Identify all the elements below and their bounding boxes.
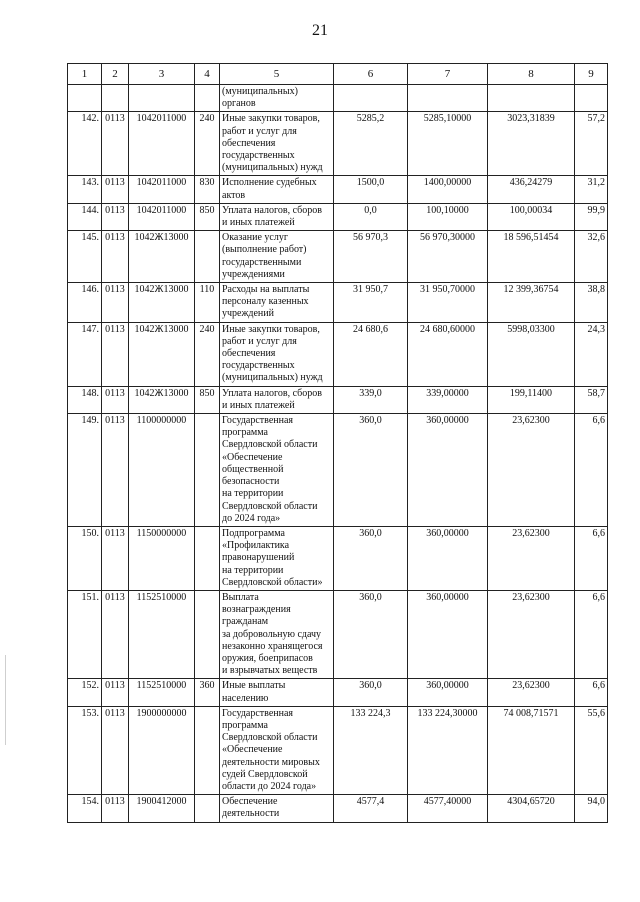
executed-amount: 5998,03300 xyxy=(488,322,575,386)
budget-allocation: 31 950,70000 xyxy=(408,283,488,323)
approved-amount: 360,0 xyxy=(334,679,408,706)
section-code: 0113 xyxy=(102,231,129,283)
item-name: Государственная программа Свердловской области «Обеспечение деятельности мировых судей Свердловской области до 2024 года» xyxy=(220,706,334,794)
item-name: Уплата налогов, сборов и иных платежей xyxy=(220,386,334,413)
expense-type-code xyxy=(195,231,220,283)
row-number xyxy=(68,85,102,112)
table-row xyxy=(68,176,608,203)
table-row xyxy=(68,322,608,386)
execution-percent: 31,2 xyxy=(575,176,608,203)
budget-table xyxy=(67,63,608,823)
header-col-9: 9 xyxy=(575,64,608,85)
section-code: 0113 xyxy=(102,706,129,794)
table-row xyxy=(68,414,608,527)
table-row xyxy=(68,85,608,112)
executed-amount: 100,00034 xyxy=(488,203,575,230)
approved-amount: 24 680,6 xyxy=(334,322,408,386)
executed-amount: 23,62300 xyxy=(488,679,575,706)
target-article-code: 1100000000 xyxy=(129,414,195,527)
executed-amount: 3023,31839 xyxy=(488,112,575,176)
executed-amount: 74 008,71571 xyxy=(488,706,575,794)
item-name: Выплата вознаграждения гражданам за добровольную сдачу незаконно хранящегося оружия, боеприпасов и взрывчатых веществ xyxy=(220,590,334,678)
row-number: 150. xyxy=(68,526,102,590)
budget-allocation: 133 224,30000 xyxy=(408,706,488,794)
execution-percent: 6,6 xyxy=(575,679,608,706)
item-name: Обеспечение деятельности xyxy=(220,795,334,822)
expense-type-code: 110 xyxy=(195,283,220,323)
section-code: 0113 xyxy=(102,386,129,413)
item-name: Оказание услуг (выполнение работ) государственными учреждениями xyxy=(220,231,334,283)
target-article-code: 1042011000 xyxy=(129,203,195,230)
target-article-code xyxy=(129,85,195,112)
row-number: 144. xyxy=(68,203,102,230)
header-col-4: 4 xyxy=(195,64,220,85)
expense-type-code: 850 xyxy=(195,203,220,230)
section-code: 0113 xyxy=(102,795,129,822)
page-number: 21 xyxy=(312,22,328,39)
executed-amount: 18 596,51454 xyxy=(488,231,575,283)
header-col-7: 7 xyxy=(408,64,488,85)
expense-type-code xyxy=(195,85,220,112)
execution-percent xyxy=(575,85,608,112)
execution-percent: 32,6 xyxy=(575,231,608,283)
table-row xyxy=(68,283,608,323)
execution-percent: 99,9 xyxy=(575,203,608,230)
row-number: 151. xyxy=(68,590,102,678)
executed-amount: 4304,65720 xyxy=(488,795,575,822)
row-number: 148. xyxy=(68,386,102,413)
section-code: 0113 xyxy=(102,283,129,323)
approved-amount: 339,0 xyxy=(334,386,408,413)
table-row xyxy=(68,706,608,794)
budget-allocation: 360,00000 xyxy=(408,414,488,527)
approved-amount: 360,0 xyxy=(334,590,408,678)
budget-allocation: 4577,40000 xyxy=(408,795,488,822)
execution-percent: 24,3 xyxy=(575,322,608,386)
budget-allocation xyxy=(408,85,488,112)
target-article-code: 1152510000 xyxy=(129,590,195,678)
approved-amount: 5285,2 xyxy=(334,112,408,176)
item-name: Исполнение судебных актов xyxy=(220,176,334,203)
section-code: 0113 xyxy=(102,203,129,230)
execution-percent: 57,2 xyxy=(575,112,608,176)
executed-amount: 199,11400 xyxy=(488,386,575,413)
target-article-code: 1042Ж13000 xyxy=(129,386,195,413)
expense-type-code xyxy=(195,706,220,794)
approved-amount: 360,0 xyxy=(334,414,408,527)
approved-amount xyxy=(334,85,408,112)
executed-amount: 23,62300 xyxy=(488,526,575,590)
row-number: 154. xyxy=(68,795,102,822)
expense-type-code: 360 xyxy=(195,679,220,706)
row-number: 149. xyxy=(68,414,102,527)
approved-amount: 0,0 xyxy=(334,203,408,230)
budget-allocation: 360,00000 xyxy=(408,526,488,590)
row-number: 146. xyxy=(68,283,102,323)
budget-allocation: 339,00000 xyxy=(408,386,488,413)
section-code: 0113 xyxy=(102,176,129,203)
row-number: 145. xyxy=(68,231,102,283)
scan-margin-line xyxy=(5,655,6,745)
target-article-code: 1042011000 xyxy=(129,112,195,176)
item-name: Иные выплаты населению xyxy=(220,679,334,706)
item-name: Расходы на выплаты персоналу казенных учреждений xyxy=(220,283,334,323)
budget-allocation: 24 680,60000 xyxy=(408,322,488,386)
target-article-code: 1042Ж13000 xyxy=(129,322,195,386)
target-article-code: 1042011000 xyxy=(129,176,195,203)
header-col-1: 1 xyxy=(68,64,102,85)
executed-amount xyxy=(488,85,575,112)
row-number: 143. xyxy=(68,176,102,203)
budget-allocation: 56 970,30000 xyxy=(408,231,488,283)
approved-amount: 1500,0 xyxy=(334,176,408,203)
section-code: 0113 xyxy=(102,112,129,176)
execution-percent: 6,6 xyxy=(575,590,608,678)
expense-type-code xyxy=(195,795,220,822)
section-code: 0113 xyxy=(102,414,129,527)
header-col-6: 6 xyxy=(334,64,408,85)
header-col-3: 3 xyxy=(129,64,195,85)
item-name: Государственная программа Свердловской области «Обеспечение общественной безопасности на территории Свердловской области до 2024 года» xyxy=(220,414,334,527)
expense-type-code: 240 xyxy=(195,322,220,386)
target-article-code: 1150000000 xyxy=(129,526,195,590)
table-row xyxy=(68,203,608,230)
section-code: 0113 xyxy=(102,590,129,678)
execution-percent: 58,7 xyxy=(575,386,608,413)
execution-percent: 38,8 xyxy=(575,283,608,323)
budget-allocation: 360,00000 xyxy=(408,679,488,706)
item-name: Подпрограмма «Профилактика правонарушений на территории Свердловской области» xyxy=(220,526,334,590)
expense-type-code xyxy=(195,526,220,590)
row-number: 142. xyxy=(68,112,102,176)
table-row xyxy=(68,590,608,678)
target-article-code: 1042Ж13000 xyxy=(129,283,195,323)
header-col-5: 5 xyxy=(220,64,334,85)
item-name: Иные закупки товаров, работ и услуг для обеспечения государственных (муниципальных) нужд xyxy=(220,322,334,386)
executed-amount: 436,24279 xyxy=(488,176,575,203)
row-number: 147. xyxy=(68,322,102,386)
section-code: 0113 xyxy=(102,322,129,386)
execution-percent: 6,6 xyxy=(575,414,608,527)
row-number: 153. xyxy=(68,706,102,794)
approved-amount: 133 224,3 xyxy=(334,706,408,794)
section-code xyxy=(102,85,129,112)
target-article-code: 1900000000 xyxy=(129,706,195,794)
item-name: (муниципальных) органов xyxy=(220,85,334,112)
table-row xyxy=(68,526,608,590)
target-article-code: 1900412000 xyxy=(129,795,195,822)
item-name: Иные закупки товаров, работ и услуг для обеспечения государственных (муниципальных) нужд xyxy=(220,112,334,176)
budget-allocation: 360,00000 xyxy=(408,590,488,678)
execution-percent: 94,0 xyxy=(575,795,608,822)
table-row xyxy=(68,386,608,413)
expense-type-code: 830 xyxy=(195,176,220,203)
header-col-8: 8 xyxy=(488,64,575,85)
expense-type-code: 850 xyxy=(195,386,220,413)
item-name: Уплата налогов, сборов и иных платежей xyxy=(220,203,334,230)
expense-type-code xyxy=(195,414,220,527)
row-number: 152. xyxy=(68,679,102,706)
execution-percent: 55,6 xyxy=(575,706,608,794)
approved-amount: 56 970,3 xyxy=(334,231,408,283)
budget-allocation: 5285,10000 xyxy=(408,112,488,176)
expense-type-code xyxy=(195,590,220,678)
budget-allocation: 100,10000 xyxy=(408,203,488,230)
section-code: 0113 xyxy=(102,526,129,590)
header-col-2: 2 xyxy=(102,64,129,85)
table-row xyxy=(68,231,608,283)
target-article-code: 1042Ж13000 xyxy=(129,231,195,283)
table-row xyxy=(68,112,608,176)
table-row xyxy=(68,795,608,822)
executed-amount: 12 399,36754 xyxy=(488,283,575,323)
approved-amount: 4577,4 xyxy=(334,795,408,822)
expense-type-code: 240 xyxy=(195,112,220,176)
approved-amount: 31 950,7 xyxy=(334,283,408,323)
executed-amount: 23,62300 xyxy=(488,414,575,527)
table-body xyxy=(68,85,608,823)
section-code: 0113 xyxy=(102,679,129,706)
budget-allocation: 1400,00000 xyxy=(408,176,488,203)
executed-amount: 23,62300 xyxy=(488,590,575,678)
table-row xyxy=(68,679,608,706)
execution-percent: 6,6 xyxy=(575,526,608,590)
target-article-code: 1152510000 xyxy=(129,679,195,706)
approved-amount: 360,0 xyxy=(334,526,408,590)
header-row xyxy=(68,64,608,85)
